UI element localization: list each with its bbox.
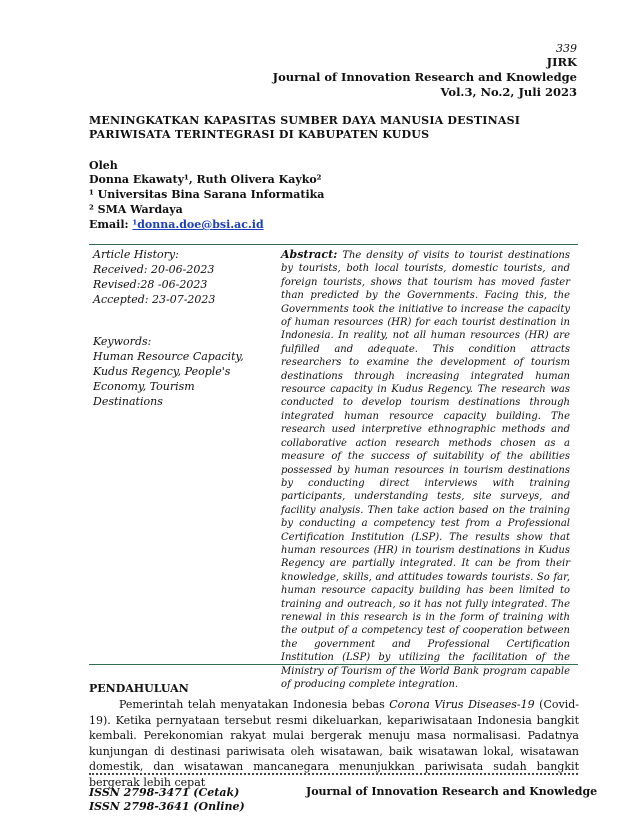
revised-date: Revised:28 -06-2023	[93, 278, 208, 291]
abstract	[281, 248, 570, 691]
intro-paragraph	[89, 697, 579, 791]
page-number: 339	[556, 42, 577, 55]
para-start: Pemerintah telah menyatakan Indonesia bebas	[119, 698, 390, 711]
volume-issue: Vol.3, No.2, Juli 2023	[440, 85, 577, 99]
email-line	[89, 217, 264, 232]
bottom-rule	[89, 664, 578, 665]
para-italic: Corona Virus Diseases-19	[389, 698, 535, 711]
author-names: Donna Ekawaty¹, Ruth Olivera Kayko²	[89, 173, 322, 186]
top-rule	[89, 244, 578, 245]
email-label: Email:	[89, 218, 133, 231]
issn-print: ISSN 2798-3471 (Cetak)	[89, 786, 240, 799]
article-history-heading: Article History:	[93, 248, 179, 261]
accepted-date: Accepted: 23-07-2023	[93, 293, 216, 306]
intro-body	[89, 697, 579, 789]
para-rest: (Covid-19). Ketika pernyataan tersebut resmi dikeluarkan, kepariwisataan Indonesia bangkit kembali. Perekonomian rakyat mulai bergerak menuju masa normalisasi. Padatnya kunjungan di destinasi pariwisata oleh wisatawan, baik wisatawan lokal, wisatawan domestik, dan wisatawan mancanegara menunjukkan pariwisata sudah bangkit bergerak lebih cepat	[89, 698, 579, 789]
journal-name-footer: Journal of Innovation Research and Knowledge	[306, 785, 598, 798]
abstract-text: The density of visits to tourist destinations by tourists, both local tourists, domestic tourists, and foreign tourists, shows that tourism has moved faster than predicted by the Governments. Facing this, the Governments took the initiative to increase the capacity of human resources (HR) for each tourist destination in Indonesia. In reality, not all human resources (HR) are fulfilled and adequate. This condition attracts researchers to examine the development of tourism destinations through increasing integrated human resource capacity in Kudus Regency. The research was conducted to develop tourism destinations through integrated human resource capacity building. The research used interpretive ethnographic methods and collaborative action research methods chosen as a measure of the success of suitability of the abilities possessed by human resources in tourism destinations by conducting direct interviews with training participants, understanding tests, site surveys, and facility analysis. Then take action based on the training by conducting a competency test from a Professional Certification Institution (LSP). The results show that human resources (HR) in tourism destinations in Kudus Regency are partially integrated. It can be from their knowledge, skills, and attitudes towards tourists. So far, human resource capacity building has been limited to training and outreach, so it has not fully integrated. The renewal in this research is in the form of training with the output of a competency test of cooperation between the government and Professional Certification Institution (LSP) by utilizing the facilitation of the Ministry of Tourism of the World Bank program capable of producing complete integration.	[281, 250, 570, 690]
abstract-label: Abstract:	[281, 248, 338, 261]
affiliation-1: ¹ Universitas Bina Sarana Informatika	[89, 188, 325, 201]
email-link[interactable]: ¹donna.doe@bsi.ac.id	[132, 218, 264, 231]
journal-code: JIRK	[546, 55, 577, 69]
keywords-heading: Keywords:	[93, 335, 152, 348]
affiliation-2: ² SMA Wardaya	[89, 203, 183, 216]
article-title: MENINGKATKAN KAPASITAS SUMBER DAYA MANUSIA DESTINASI PARIWISATA TERINTEGRASI DI KABUPATEN KUDUS	[89, 114, 521, 141]
received-date: Received: 20-06-2023	[93, 263, 215, 276]
by-label: Oleh	[89, 159, 118, 172]
keywords-text: Human Resource Capacity, Kudus Regency, People's Economy, Tourism Destinations	[93, 350, 244, 408]
issn-online: ISSN 2798-3641 (Online)	[89, 800, 245, 813]
section-heading: PENDAHULUAN	[89, 682, 189, 695]
footer-divider	[89, 773, 578, 775]
journal-name-header: Journal of Innovation Research and Knowledge	[272, 70, 577, 84]
